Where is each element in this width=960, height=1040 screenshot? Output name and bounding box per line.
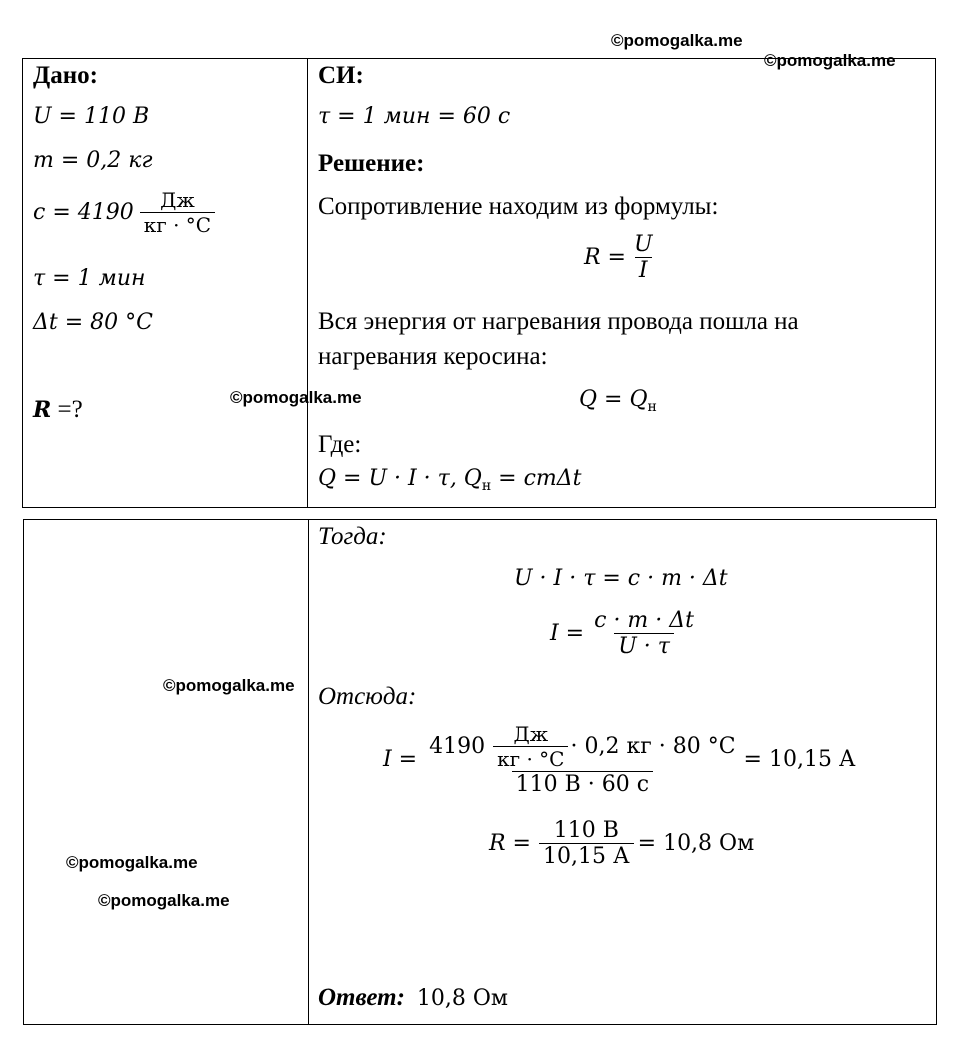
fraction-denominator: 10,15 А: [539, 843, 634, 869]
unit-numerator: Дж: [160, 188, 195, 212]
si-title: СИ:: [318, 62, 364, 89]
formula-equality: U · I · τ = c · m · Δt: [514, 566, 728, 591]
formula-lhs: R =: [489, 831, 531, 856]
formula-resistance-calculation: [489, 818, 754, 869]
formula-lhs: I =: [550, 621, 585, 646]
watermark: ©pomogalka.me: [764, 51, 896, 70]
fraction-denominator: U · τ: [614, 633, 674, 659]
table-divider: [307, 58, 308, 508]
formula-heat-definitions: [318, 466, 582, 494]
given-specific-heat: [33, 188, 215, 237]
given-find: [33, 395, 83, 425]
formula-text: Q = U · I · τ, Q: [318, 466, 482, 491]
find-rest: =?: [51, 396, 83, 423]
fraction-numerator: c · m · Δt: [594, 608, 694, 633]
solution-then: Тогда:: [318, 523, 387, 550]
answer-value: 10,8 Ом: [416, 986, 509, 1011]
unit-fraction: [493, 722, 568, 771]
formula-lhs: R =: [584, 245, 626, 270]
watermark: ©pomogalka.me: [611, 31, 743, 50]
formula-fraction: [630, 232, 657, 283]
given-time: τ = 1 мин: [33, 266, 146, 291]
watermark: ©pomogalka.me: [66, 853, 198, 872]
solution-hence: Отсюда:: [318, 683, 417, 710]
specific-heat-unit: [140, 188, 215, 237]
formula-fraction: [425, 722, 739, 797]
unit-numerator: Дж: [513, 722, 549, 746]
numerator-rest: · 0,2 кг · 80 °C: [570, 734, 736, 759]
unit-denominator: кг · °C: [140, 212, 215, 237]
given-title: Дано:: [33, 62, 98, 89]
si-time: τ = 1 мин = 60 с: [318, 104, 511, 129]
number: 4190: [429, 734, 486, 759]
formula-lhs: I =: [383, 747, 418, 772]
fraction-denominator: 110 В · 60 с: [512, 771, 653, 797]
solution-title: Решение:: [318, 150, 425, 177]
fraction-denominator: I: [635, 257, 652, 283]
formula-resistance: [584, 232, 657, 283]
unit-denominator: кг · °C: [493, 746, 568, 771]
watermark: ©pomogalka.me: [230, 388, 362, 407]
fraction-numerator: [425, 722, 739, 771]
solution-text-1: Сопротивление находим из формулы:: [318, 193, 719, 220]
subscript: н: [647, 399, 657, 415]
fraction-numerator: U: [634, 232, 653, 257]
solution-text-2b: нагревания керосина:: [318, 343, 548, 370]
answer-label: Ответ:: [318, 984, 405, 1011]
given-specific-heat-value: c = 4190: [33, 200, 134, 225]
given-mass: m = 0,2 кг: [33, 148, 153, 173]
formula-text: = cmΔt: [491, 466, 582, 491]
formula-current-calculation: [383, 722, 856, 797]
formula-fraction: [590, 608, 698, 659]
watermark: ©pomogalka.me: [163, 676, 295, 695]
fraction-numerator: 110 В: [553, 818, 619, 843]
formula-rhs: = 10,8 Ом: [637, 831, 755, 856]
formula-energy-balance: [579, 387, 657, 415]
given-temperature-change: Δt = 80 °C: [33, 310, 153, 335]
formula-fraction: [539, 818, 634, 869]
formula-rhs: = 10,15 А: [743, 747, 856, 772]
solution-where: Где:: [318, 431, 362, 458]
watermark: ©pomogalka.me: [98, 891, 230, 910]
formula-text: Q = Q: [579, 387, 648, 412]
solution-text-2a: Вся энергия от нагревания провода пошла на: [318, 308, 799, 335]
subscript: н: [481, 478, 492, 494]
given-voltage: U = 110 В: [33, 104, 150, 129]
find-variable: R: [33, 397, 52, 423]
formula-current: [550, 608, 698, 659]
table-divider: [308, 519, 309, 1025]
answer: [318, 983, 508, 1013]
